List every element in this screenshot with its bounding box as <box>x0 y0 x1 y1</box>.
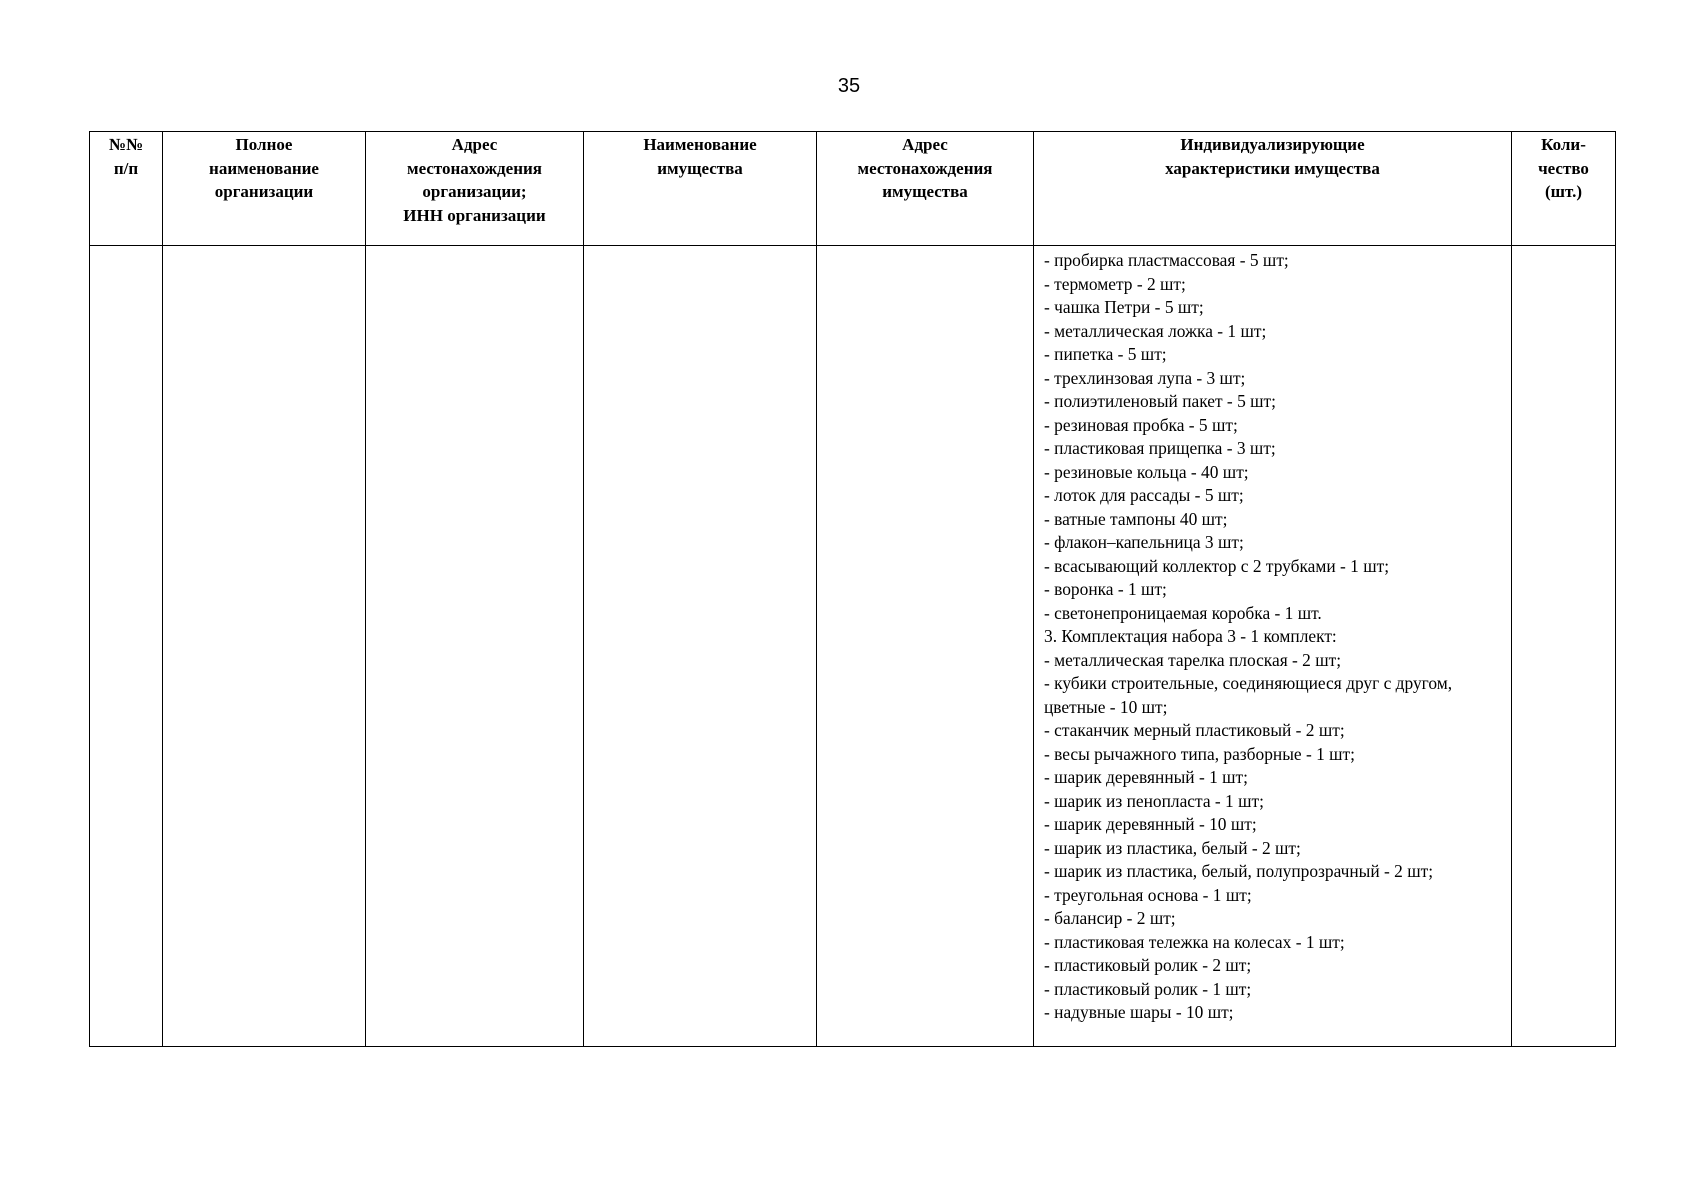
cell-characteristics <box>1034 246 1512 1047</box>
col-header-number: №№ п/п <box>90 132 163 246</box>
list-item: - резиновые кольца - 40 шт; <box>1044 461 1249 482</box>
list-item: - светонепроницаемая коробка - 1 шт. <box>1044 602 1322 623</box>
list-item: - пластиковый ролик - 2 шт; <box>1044 955 1252 975</box>
col-header-property-name: Наименование имущества <box>584 132 817 246</box>
list-item: - шарик деревянный - 1 шт; <box>1044 767 1248 787</box>
list-item: - флакон–капельница 3 шт; <box>1044 532 1244 552</box>
cell-number <box>90 246 163 1047</box>
list-item: - балансир - 2 шт; <box>1044 908 1176 928</box>
col-header-org-name: Полное наименование организации <box>163 132 366 246</box>
list-item: - пластиковый ролик - 1 шт; <box>1044 978 1252 999</box>
list-item: - надувные шары - 10 шт; <box>1044 1002 1234 1022</box>
list-item: - пробирка пластмассовая - 5 шт; <box>1044 250 1289 270</box>
list-item: - весы рычажного типа, разборные - 1 шт; <box>1044 743 1355 764</box>
cell-org-address <box>366 246 584 1047</box>
list-item: - шарик из пластика, белый, полупрозрачный - 2 шт; <box>1044 861 1434 881</box>
list-item: - кубики строительные, соединяющиеся друг с другом, цветные - 10 шт; <box>1044 673 1453 717</box>
list-item: 3. Комплектация набора 3 - 1 комплект: <box>1044 626 1337 646</box>
cell-property-address <box>817 246 1034 1047</box>
list-item: - металлическая тарелка плоская - 2 шт; <box>1044 649 1342 670</box>
cell-quantity <box>1512 246 1616 1047</box>
list-item: - шарик из пенопласта - 1 шт; <box>1044 790 1264 811</box>
table-row <box>90 246 1616 1047</box>
list-item: - термометр - 2 шт; <box>1044 273 1186 294</box>
list-item: - пластиковая прищепка - 3 шт; <box>1044 438 1276 458</box>
list-item: - треугольная основа - 1 шт; <box>1044 884 1252 905</box>
header-row <box>90 132 1616 246</box>
list-item: - всасывающий коллектор с 2 трубками - 1 шт; <box>1044 555 1390 576</box>
cell-org-name <box>163 246 366 1047</box>
property-table <box>89 131 1616 1047</box>
list-item: - чашка Петри - 5 шт; <box>1044 297 1204 317</box>
page-number: 35 <box>837 75 861 97</box>
list-item: - резиновая пробка - 5 шт; <box>1044 414 1238 435</box>
list-item: - пипетка - 5 шт; <box>1044 344 1167 364</box>
list-item: - шарик деревянный - 10 шт; <box>1044 814 1257 834</box>
col-header-characteristics: Индивидуализирующие характеристики имущества <box>1034 132 1512 246</box>
list-item: - пластиковая тележка на колесах - 1 шт; <box>1044 931 1345 952</box>
characteristics-list <box>1034 246 1511 1025</box>
col-header-org-address: Адрес местонахождения организации; ИНН организации <box>366 132 584 246</box>
col-header-property-address: Адрес местонахождения имущества <box>817 132 1034 246</box>
list-item: - лоток для рассады - 5 шт; <box>1044 485 1244 505</box>
cell-property-name <box>584 246 817 1047</box>
list-item: - трехлинзовая лупа - 3 шт; <box>1044 367 1246 388</box>
list-item: - воронка - 1 шт; <box>1044 579 1167 599</box>
col-header-quantity: Коли- чество (шт.) <box>1512 132 1616 246</box>
list-item: - полиэтиленовый пакет - 5 шт; <box>1044 391 1276 411</box>
list-item: - шарик из пластика, белый - 2 шт; <box>1044 837 1301 858</box>
list-item: - ватные тампоны 40 шт; <box>1044 508 1228 529</box>
list-item: - стаканчик мерный пластиковый - 2 шт; <box>1044 720 1345 740</box>
list-item: - металлическая ложка - 1 шт; <box>1044 320 1267 341</box>
